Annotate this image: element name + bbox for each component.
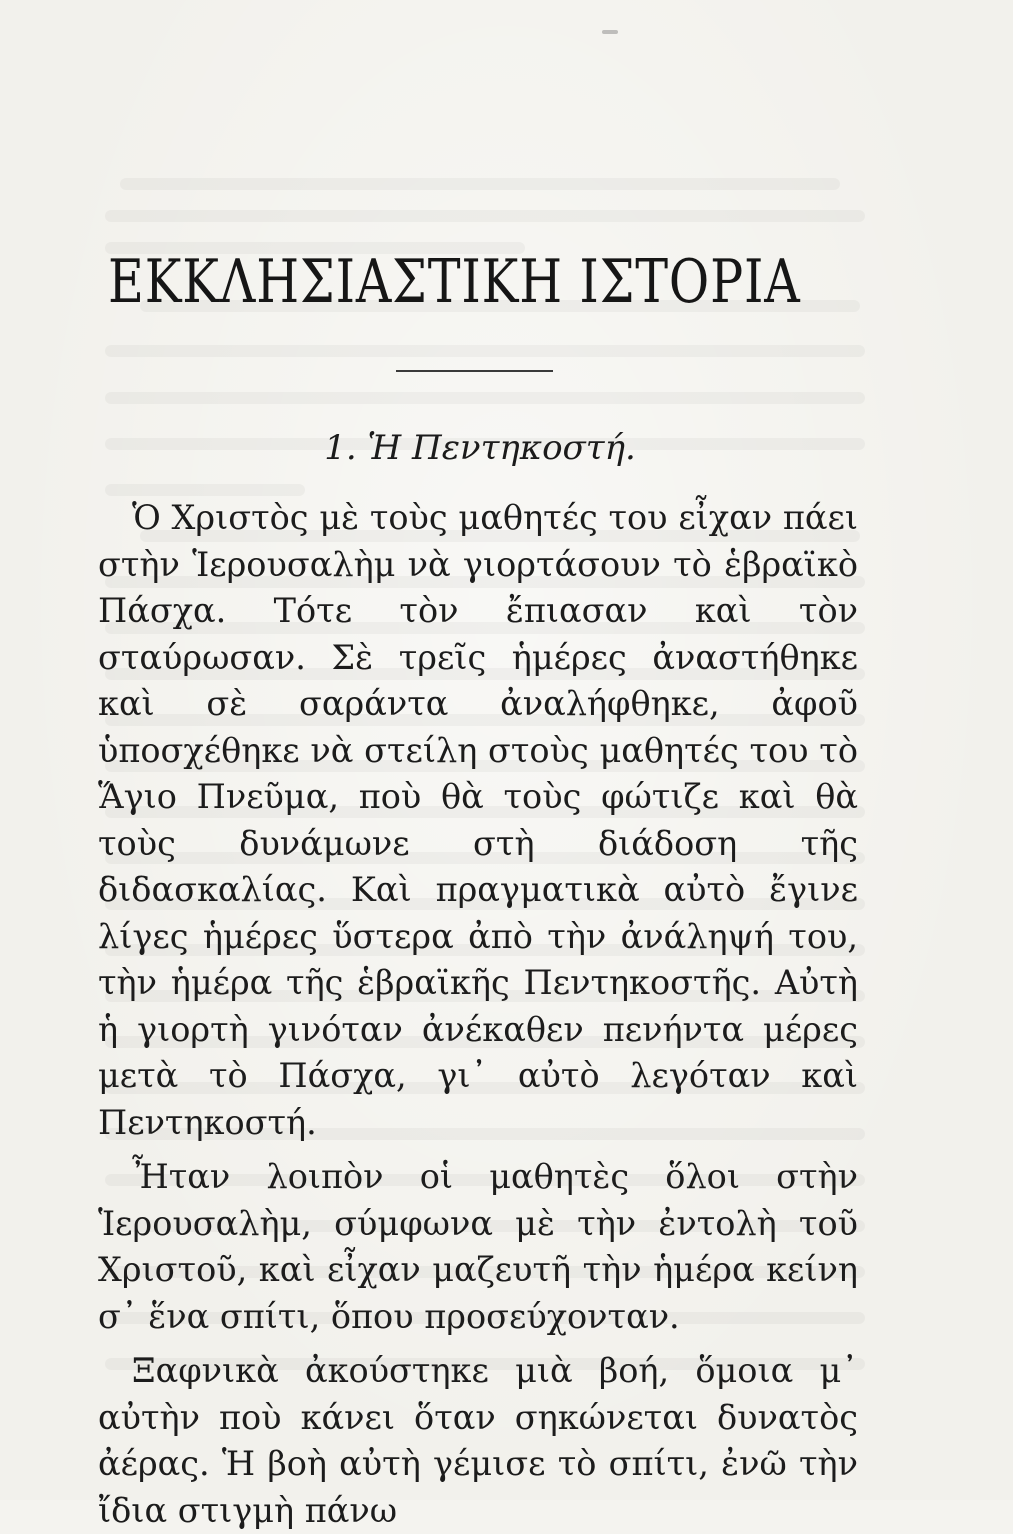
title-divider — [396, 370, 553, 372]
page-title: ΕΚΚΛΗΣΙΑΣΤΙΚΗ ΙΣΤΟΡΙΑ — [108, 247, 801, 317]
print-mark — [602, 30, 618, 34]
chapter-heading: 1. Ἡ Πεντηκοστή. — [324, 428, 636, 468]
paragraph: Ξαφνικὰ ἀκούστηκε μιὰ βοή, ὅμοια μ᾽ αὐτὴν ποὺ κάνει ὅταν σηκώνεται δυνατὸς ἀέρας. Ἡ βοὴ αὐτὴ γέμισε τὸ σπίτι, ἐνῶ τὴν ἴδια στιγμὴ πάνω — [98, 1351, 858, 1530]
paragraph: Ἦταν λοιπὸν οἱ μαθητὲς ὅλοι στὴν Ἱερουσαλὴμ, σύμφωνα μὲ τὴν ἐντολὴ τοῦ Χριστοῦ, καὶ εἶχαν μαζευτῆ τὴν ἡμέρα κείνη σ᾽ ἕνα σπίτι, ὅπου προσεύχονταν. — [98, 1157, 858, 1336]
body-text — [98, 495, 858, 1534]
paragraph: Ὁ Χριστὸς μὲ τοὺς μαθητές του εἶχαν πάει στὴν Ἱερουσαλὴμ νὰ γιορτάσουν τὸ ἑβραϊκὸ Πάσχα. Τότε τὸν ἔπιασαν καὶ τὸν σταύρωσαν. Σὲ τρεῖς ἡμέρες ἀναστήθηκε καὶ σὲ σαράντα ἀναλήφθηκε, ἀφοῦ ὑποσχέθηκε νὰ στείλη στοὺς μαθητές του τὸ Ἅγιο Πνεῦμα, ποὺ θὰ τοὺς φώτιζε καὶ θὰ τοὺς δυνάμωνε στὴ διάδοση τῆς διδασκαλίας. Καὶ πραγματικὰ αὐτὸ ἔγινε λίγες ἡμέρες ὕστερα ἀπὸ τὴν ἀνάληψή του, τὴν ἡμέρα τῆς ἑβραϊκῆς Πεντηκοστῆς. Αὐτὴ ἡ γιορτὴ γινόταν ἀνέκαθεν πενήντα μέρες μετὰ τὸ Πάσχα, γι᾽ αὐτὸ λεγόταν καὶ Πεντηκοστή. — [98, 498, 858, 1142]
